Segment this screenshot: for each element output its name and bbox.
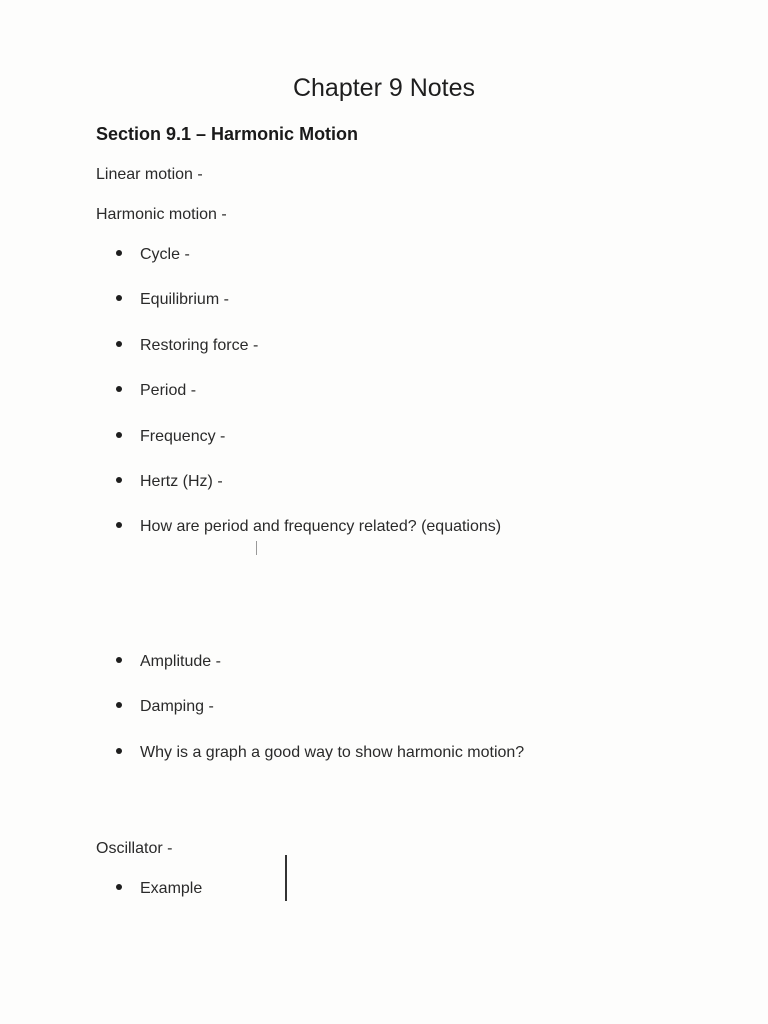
harmonic-motion-label: Harmonic motion - — [96, 206, 227, 223]
list-item — [116, 246, 190, 264]
list-item-text: Damping - — [140, 698, 214, 715]
bullet-icon — [116, 748, 122, 754]
oscillator-label: Oscillator - — [96, 840, 173, 857]
bullet-icon — [116, 702, 122, 708]
list-item-text: Period - — [140, 382, 197, 399]
list-item — [116, 337, 258, 355]
list-item — [116, 428, 225, 446]
bullet-icon — [116, 386, 122, 392]
linear-motion-label: Linear motion - — [96, 166, 203, 183]
list-item-text: Why is a graph a good way to show harmonic motion? — [140, 744, 525, 761]
scan-mark — [285, 855, 287, 901]
list-item-text: Example — [140, 880, 203, 897]
bullet-icon — [116, 295, 122, 301]
list-item — [116, 880, 202, 898]
list-item-text: Amplitude - — [140, 653, 221, 670]
list-item-text: Frequency - — [140, 428, 226, 445]
bullet-icon — [116, 522, 122, 528]
bullet-icon — [116, 250, 122, 256]
bullet-icon — [116, 477, 122, 483]
bullet-icon — [116, 884, 122, 890]
list-item-text: Hertz (Hz) - — [140, 473, 223, 490]
bullet-icon — [116, 657, 122, 663]
list-item — [116, 473, 223, 491]
list-item-text: Restoring force - — [140, 337, 259, 354]
list-item — [116, 744, 524, 762]
list-item-text: Equilibrium - — [140, 291, 229, 308]
bullet-icon — [116, 432, 122, 438]
bullet-icon — [116, 341, 122, 347]
scan-mark — [256, 541, 257, 555]
list-item — [116, 382, 196, 400]
list-item-text: Cycle - — [140, 246, 190, 263]
page-title: Chapter 9 Notes — [292, 74, 476, 102]
list-item — [116, 653, 221, 671]
list-item-text: How are period and frequency related? (equations) — [140, 518, 502, 535]
list-item — [116, 291, 229, 309]
section-heading: Section 9.1 – Harmonic Motion — [96, 124, 359, 144]
list-item — [116, 518, 501, 536]
list-item — [116, 698, 214, 716]
